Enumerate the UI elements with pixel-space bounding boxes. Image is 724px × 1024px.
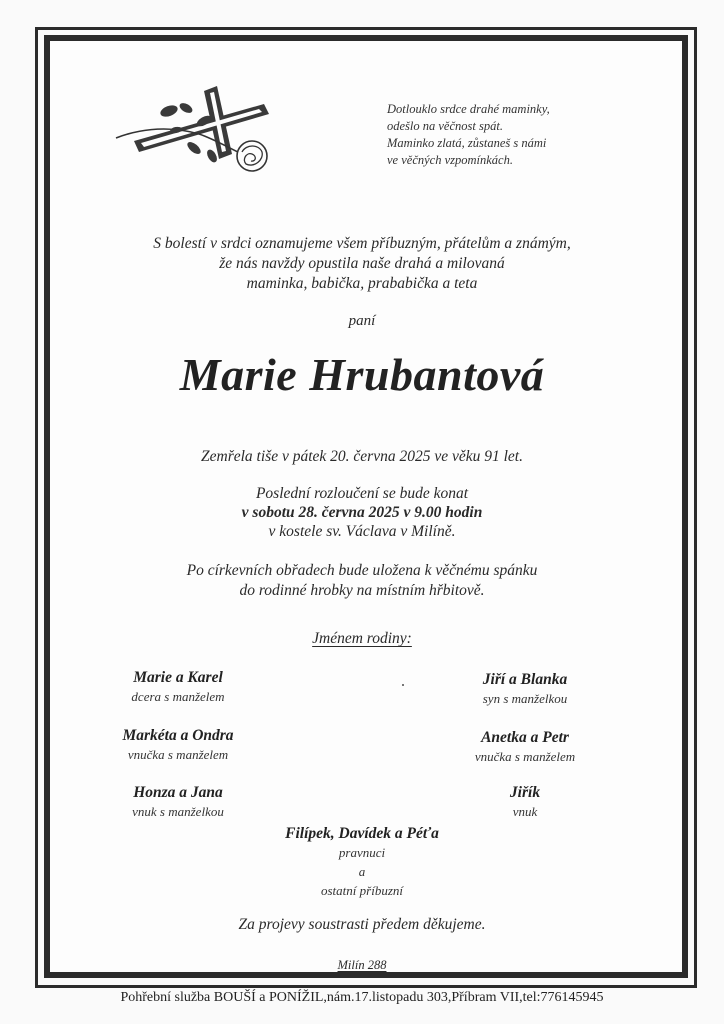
honorific-title: paní [348, 313, 376, 329]
announcement-line: S bolestí v srdci oznamujeme všem příbuzným, přátelům a známým, [153, 235, 571, 252]
funeral-service-footer: Pohřební služba BOUŠÍ a PONÍŽIL,nám.17.listopadu 303,Příbram VII,tel:776145945 [120, 990, 604, 1005]
member-relation: vnučka s manželem [127, 747, 229, 762]
conjunction: a [358, 864, 366, 879]
poem-line: Dotlouklo srdce drahé maminky, [387, 102, 550, 116]
cross-with-rose-icon [114, 86, 274, 176]
family-member [425, 783, 625, 821]
other-relatives: ostatní příbuzní [321, 883, 403, 898]
burial-info [80, 561, 644, 601]
poem-line: Maminko zlatá, zůstaneš s námi [387, 136, 547, 150]
member-relation: dcera s manželem [131, 689, 225, 704]
address-text: Milín 288 [337, 958, 387, 972]
family-heading [80, 630, 644, 648]
scan-speck [402, 684, 404, 686]
burial-line: do rodinné hrobky na místním hřbitově. [239, 582, 485, 599]
member-relation: vnuk s manželkou [132, 804, 224, 819]
family-member [78, 726, 278, 764]
family-member [78, 668, 278, 706]
farewell-line: Poslední rozloučení se bude konat [255, 485, 469, 502]
death-info: Zemřela tiše v pátek 20. června 2025 ve věku 91 let. [201, 448, 523, 465]
member-name: Marie a Karel [133, 669, 223, 686]
poem-line: odešlo na věčnost spát. [387, 119, 503, 133]
member-name: Jiří a Blanka [482, 671, 568, 688]
member-relation: syn s manželkou [482, 691, 568, 706]
family-member [425, 670, 625, 708]
deceased-name: Marie Hrubantová [179, 349, 545, 400]
member-name: Anetka a Petr [481, 729, 569, 746]
member-name: Honza a Jana [133, 784, 223, 801]
farewell-location: v kostele sv. Václava v Milíně. [268, 523, 456, 540]
family-heading-text: Jménem rodiny: [312, 630, 412, 647]
family-member [425, 728, 625, 766]
great-grandchildren [162, 824, 562, 900]
address [80, 958, 644, 973]
announcement-text [80, 234, 644, 294]
announcement-line: maminka, babička, prababička a teta [246, 275, 478, 292]
member-name: Filípek, Davídek a Péťa [285, 825, 439, 842]
thanks-text: Za projevy soustrasti předem děkujeme. [238, 916, 486, 933]
memorial-poem [387, 101, 550, 169]
farewell-date-time: v sobotu 28. června 2025 v 9.00 hodin [241, 504, 483, 521]
member-relation: vnuk [512, 804, 538, 819]
member-name: Markéta a Ondra [122, 727, 234, 744]
member-relation: pravnuci [338, 845, 386, 860]
member-name: Jiřík [509, 784, 541, 801]
announcement-line: že nás navždy opustila naše drahá a milovaná [219, 255, 505, 272]
poem-line: ve věčných vzpomínkách. [387, 153, 513, 167]
farewell-info [80, 484, 644, 541]
family-member [78, 783, 278, 821]
burial-line: Po církevních obřadech bude uložena k věčnému spánku [186, 562, 538, 579]
member-relation: vnučka s manželem [474, 749, 576, 764]
